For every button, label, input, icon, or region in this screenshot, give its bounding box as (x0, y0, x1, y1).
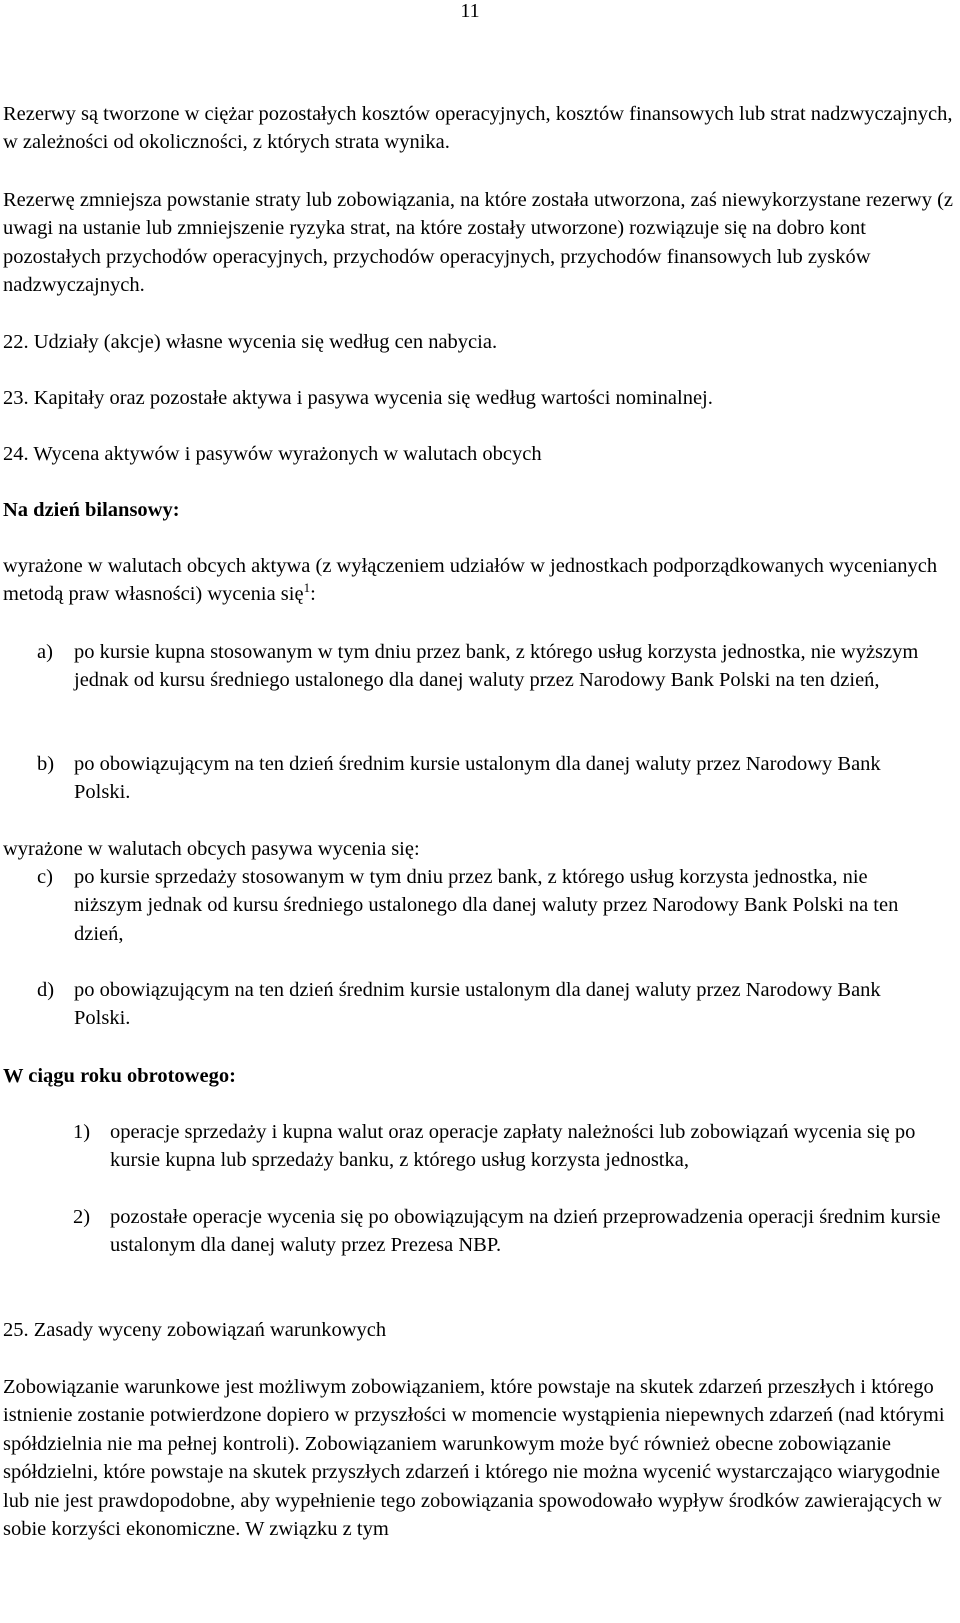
list-item-text: po obowiązującym na ten dzień średnim kursie ustalonym dla danej waluty przez Narodowy Bank Polski. (74, 753, 881, 804)
list-item-text: po obowiązującym na ten dzień średnim kursie ustalonym dla danej waluty przez Narodowy Bank Polski. (74, 979, 881, 1030)
assets-intro (3, 552, 953, 609)
list-item-text: operacje sprzedaży i kupna walut oraz operacje zapłaty należności lub zobowiązań wycenia się po kursie kupna lub sprzedaży banku, z którego usług korzysta jednostka, (110, 1121, 916, 1172)
contingent-liabilities-paragraph: Zobowiązanie warunkowe jest możliwym zobowiązaniem, które powstaje na skutek zdarzeń przeszłych i którego istnienie zostanie potwierdzone dopiero w przyszłości w momencie wystąpienia niepewnych zdarzeń (nad którymi spółdzielnia nie ma pełnej kontroli). Zobowiązaniem warunkowym może być również obecne zobowiązanie spółdzielni, które powstaje na skutek przyszłych zdarzeń i którego nie można wycenić wystarczająco wiarygodnie lub nie jest prawdopodobne, aby wypełnienie tego zobowiązania spowodowało wypływ środków zawierających w sobie korzyści ekonomiczne. W związku z tym (3, 1376, 945, 1541)
list-item-d (37, 976, 937, 1033)
list-marker: c) (37, 866, 53, 888)
footnote-marker: 1 (303, 580, 311, 596)
list-marker: b) (37, 753, 55, 775)
list-marker: 2) (73, 1206, 91, 1228)
paragraph-reserves-reduction: Rezerwę zmniejsza powstanie straty lub zobowiązania, na które została utworzona, zaś niewykorzystane rezerwy (z uwagi na ustanie lub zmniejszenie ryzyka strat, na które zostały utworzone) rozwiązuje się na dobro kont pozostałych przychodów operacyjnych, przychodów operacyjnych, przychodów finansowych lub zysków nadzwyczajnych. (3, 189, 953, 297)
section-25-heading: 25. Zasady wyceny zobowiązań warunkowych (3, 1319, 387, 1341)
list-item-b (37, 750, 937, 807)
fiscal-year-heading: W ciągu roku obrotowego: (3, 1065, 236, 1087)
section-22: 22. Udziały (akcje) własne wycenia się według cen nabycia. (3, 331, 498, 353)
assets-intro-end: : (310, 583, 316, 606)
section-23: 23. Kapitały oraz pozostałe aktywa i pasywa wycenia się według wartości nominalnej. (3, 387, 713, 409)
paragraph-reserves-creation: Rezerwy są tworzone w ciężar pozostałych kosztów operacyjnych, kosztów finansowych lub strat nadzwyczajnych, w zależności od okoliczności, z których strata wynika. (3, 103, 953, 154)
balance-day-heading: Na dzień bilansowy: (3, 499, 180, 521)
list-item-c (37, 863, 937, 948)
list-item-1 (73, 1118, 943, 1175)
liabilities-intro: wyrażone w walutach obcych pasywa wycenia się: (3, 838, 420, 860)
list-marker: 1) (73, 1121, 91, 1143)
list-marker: d) (37, 979, 55, 1001)
list-item-text: po kursie kupna stosowanym w tym dniu przez bank, z którego usług korzysta jednostka, nie wyższym jednak od kursu średniego ustalonego dla danej waluty przez Narodowy Bank Polski na ten dzień, (74, 641, 919, 692)
assets-intro-text: wyrażone w walutach obcych aktywa (z wyłączeniem udziałów w jednostkach podporządkowanych wycenianych metodą praw własności) wycenia się (3, 555, 938, 606)
list-item-2 (73, 1203, 943, 1260)
list-marker: a) (37, 641, 53, 663)
page-number: 11 (460, 0, 480, 22)
list-item-text: po kursie sprzedaży stosowanym w tym dniu przez bank, z którego usług korzysta jednostka, nie niższym jednak od kursu średniego ustalonego dla danej waluty przez Narodowy Bank Polski na ten dzień, (74, 866, 899, 945)
list-item-a (37, 638, 937, 695)
list-item-text: pozostałe operacje wycenia się po obowiązującym na dzień przeprowadzenia operacji średnim kursie ustalonym dla danej waluty przez Prezesa NBP. (110, 1206, 941, 1257)
section-24-heading: 24. Wycena aktywów i pasywów wyrażonych w walutach obcych (3, 443, 542, 465)
